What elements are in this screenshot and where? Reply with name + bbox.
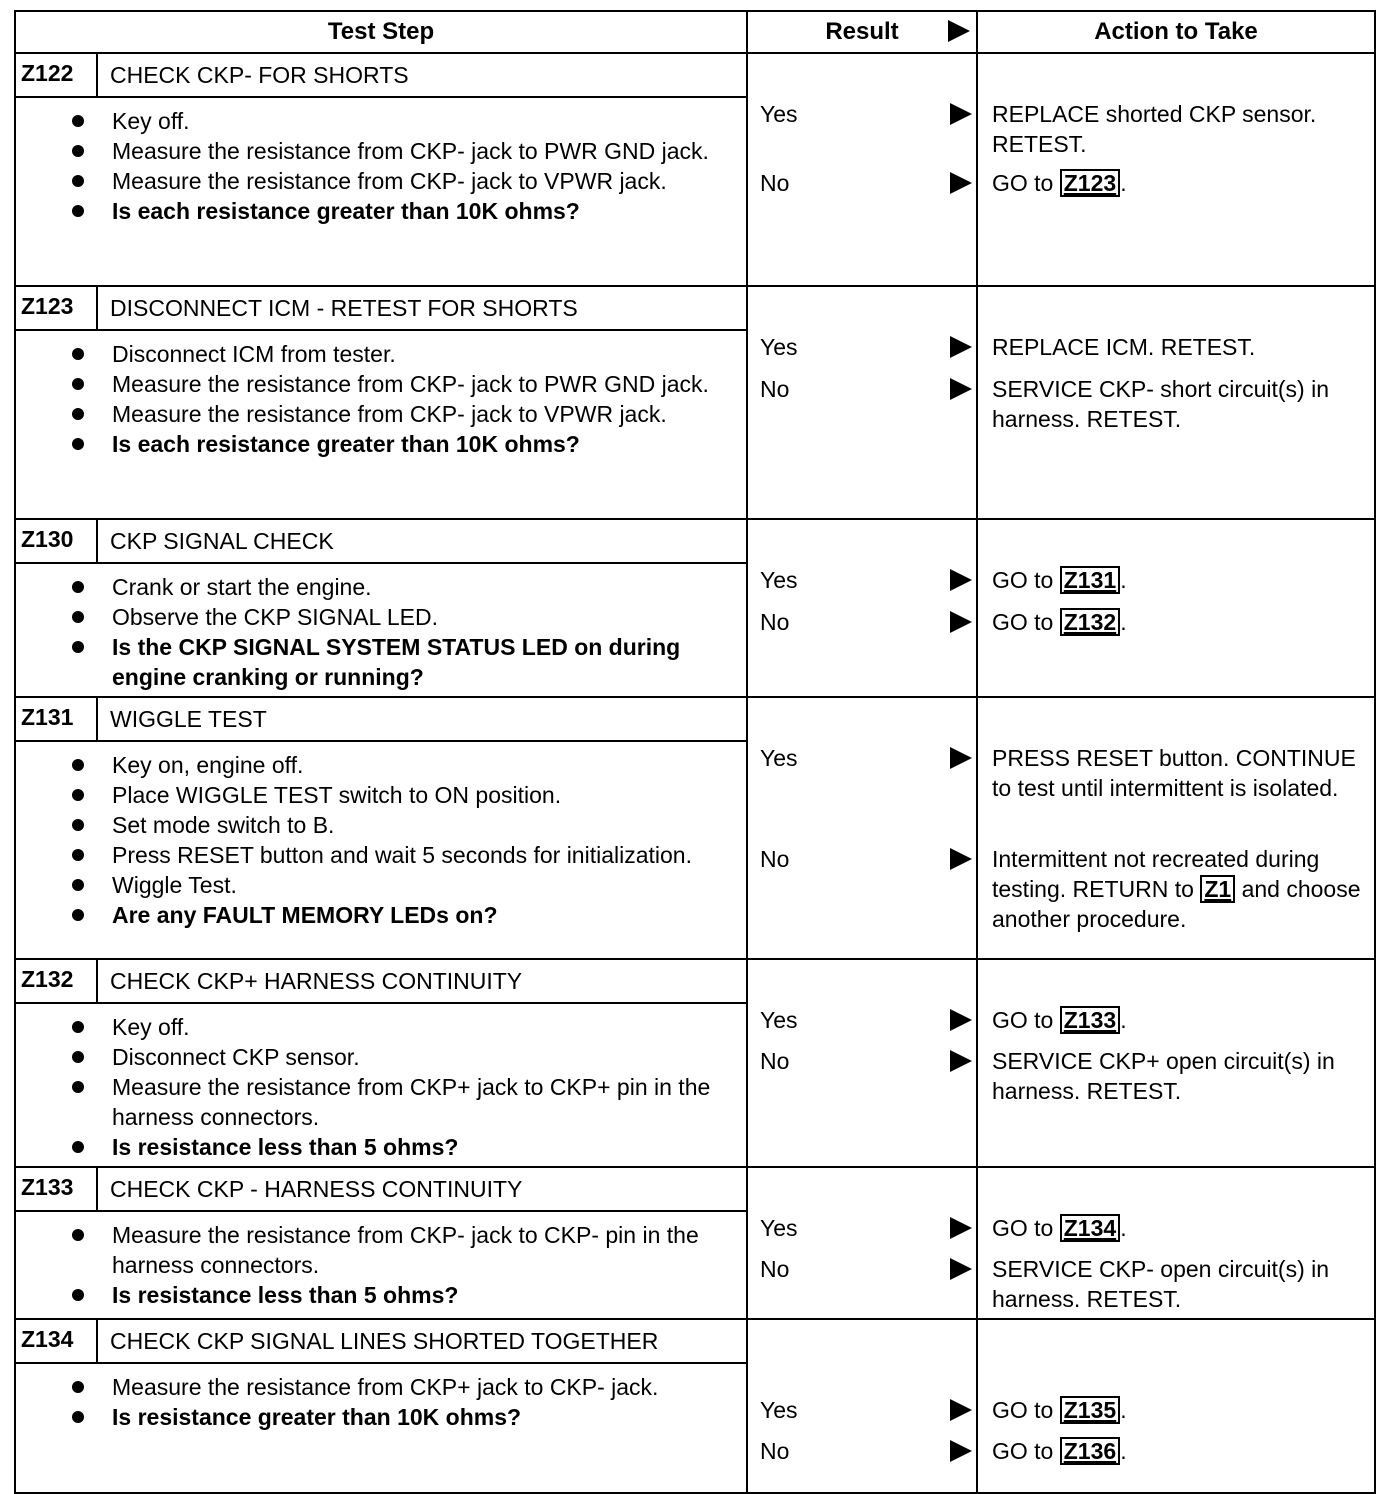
step-id: Z122 [16,54,98,96]
action-suffix: . [1120,1215,1127,1241]
diagnostic-procedure [14,10,1374,1478]
action-suffix: and choose another procedure. [992,876,1361,932]
result-yes [760,743,976,773]
step-row [15,697,1375,959]
instruction-item: Measure the resistance from CKP- jack to CKP- pin in the harness connectors. [112,1220,736,1280]
arrow-right-icon [950,1399,972,1421]
action-text [992,99,1368,159]
test-step-cell [15,286,747,519]
arrow-right-icon [950,611,972,633]
step-title-bar [16,1168,746,1212]
arrow-right-icon [948,20,970,42]
action-cell [977,1167,1375,1319]
action-prefix: GO to [992,1215,1054,1241]
action-content: PRESS RESET button. CONTINUE to test until intermittent is isolated. [992,745,1356,801]
step-title: CHECK CKP+ HARNESS CONTINUITY [110,968,523,994]
action-text [992,1436,1368,1466]
action-text [992,607,1368,637]
test-step-cell [15,1319,747,1493]
step-instructions [16,1004,746,1166]
result-no [760,844,976,874]
step-row [15,1167,1375,1319]
arrow-right-icon [950,747,972,769]
arrow-right-icon [950,378,972,400]
result-no [760,607,976,637]
test-step-cell [15,1167,747,1319]
action-text [992,1254,1368,1314]
procedure-table [14,10,1376,1494]
result-label: Yes [760,567,798,593]
arrow-right-icon [950,103,972,125]
step-instructions [16,564,746,696]
instruction-item: Wiggle Test. [112,870,736,900]
step-id: Z132 [16,960,98,1002]
header-test-step: Test Step [15,11,747,53]
result-no [760,1254,976,1284]
step-question: Is resistance less than 5 ohms? [112,1132,736,1162]
test-step-cell [15,53,747,286]
action-cell [977,1319,1375,1493]
header-action: Action to Take [977,11,1375,53]
step-row [15,519,1375,697]
step-id: Z131 [16,698,98,740]
action-text [992,565,1368,595]
action-cell [977,959,1375,1167]
instruction-item: Measure the resistance from CKP- jack to PWR GND jack. [112,136,736,166]
step-question: Is each resistance greater than 10K ohms? [112,196,736,226]
step-id: Z134 [16,1320,98,1362]
action-prefix: GO to [992,1007,1054,1033]
arrow-right-icon [950,336,972,358]
step-link[interactable]: Z132 [1060,608,1120,636]
result-yes [760,1005,976,1035]
instruction-item: Measure the resistance from CKP+ jack to CKP- jack. [112,1372,736,1402]
action-content: SERVICE CKP+ open circuit(s) in harness. RETEST. [992,1048,1335,1104]
step-instructions [16,98,746,230]
action-content: REPLACE ICM. RETEST. [992,334,1256,360]
step-question: Are any FAULT MEMORY LEDs on? [112,900,736,930]
instruction-item: Measure the resistance from CKP- jack to VPWR jack. [112,166,736,196]
test-step-cell [15,697,747,959]
action-suffix: . [1120,1007,1127,1033]
step-question: Is the CKP SIGNAL SYSTEM STATUS LED on during engine cranking or running? [112,632,736,692]
result-label: Yes [760,101,798,127]
result-label: No [760,1256,790,1282]
action-content: SERVICE CKP- short circuit(s) in harness. RETEST. [992,376,1329,432]
step-link[interactable]: Z135 [1060,1396,1120,1424]
action-prefix: Intermittent not recreated during testing. RETURN to [992,846,1320,902]
action-cell [977,53,1375,286]
result-label: No [760,846,790,872]
step-question: Is resistance greater than 10K ohms? [112,1402,736,1432]
result-label: No [760,170,790,196]
instruction-item: Set mode switch to B. [112,810,736,840]
instruction-item: Disconnect CKP sensor. [112,1042,736,1072]
result-label: Yes [760,1397,798,1423]
instruction-item: Observe the CKP SIGNAL LED. [112,602,736,632]
step-instructions [16,331,746,463]
action-suffix: . [1120,567,1127,593]
result-label: Yes [760,334,798,360]
action-prefix: GO to [992,1397,1054,1423]
result-yes [760,1213,976,1243]
arrow-right-icon [950,1440,972,1462]
result-label: No [760,1048,790,1074]
step-row [15,959,1375,1167]
step-title-bar [16,1320,746,1364]
result-label: Yes [760,1007,798,1033]
instruction-item: Measure the resistance from CKP+ jack to CKP+ pin in the harness connectors. [112,1072,736,1132]
step-instructions [16,1212,746,1314]
result-no [760,374,976,404]
step-title-bar [16,520,746,564]
action-text [992,332,1368,362]
step-question: Is resistance less than 5 ohms? [112,1280,736,1310]
result-label: No [760,609,790,635]
step-title: CKP SIGNAL CHECK [110,528,334,554]
step-title: CHECK CKP - HARNESS CONTINUITY [110,1176,523,1202]
arrow-right-icon [950,1050,972,1072]
arrow-right-icon [950,569,972,591]
step-title: CHECK CKP SIGNAL LINES SHORTED TOGETHER [110,1328,659,1354]
arrow-right-icon [950,172,972,194]
action-cell [977,286,1375,519]
step-link[interactable]: Z1 [1200,875,1235,903]
step-id: Z123 [16,287,98,329]
action-prefix: GO to [992,567,1054,593]
step-row [15,53,1375,286]
instruction-item: Press RESET button and wait 5 seconds for initialization. [112,840,736,870]
header-result-label: Result [825,18,899,45]
step-row [15,286,1375,519]
step-question: Is each resistance greater than 10K ohms? [112,429,736,459]
action-text [992,743,1368,803]
action-text [992,844,1368,934]
step-link[interactable]: Z134 [1060,1214,1120,1242]
action-prefix: GO to [992,170,1054,196]
action-suffix: . [1120,1397,1127,1423]
result-cell [747,697,977,959]
step-title: CHECK CKP- FOR SHORTS [110,62,409,88]
result-cell [747,1167,977,1319]
step-row [15,1319,1375,1493]
action-suffix: . [1120,1438,1127,1464]
step-title: DISCONNECT ICM - RETEST FOR SHORTS [110,295,578,321]
result-label: Yes [760,1215,798,1241]
step-link[interactable]: Z133 [1060,1006,1120,1034]
instruction-item: Key off. [112,1012,736,1042]
result-yes [760,565,976,595]
action-suffix: . [1120,170,1127,196]
step-title: WIGGLE TEST [110,706,267,732]
result-no [760,1436,976,1466]
action-text [992,1213,1368,1243]
action-text [992,1046,1368,1106]
result-cell [747,519,977,697]
result-label: No [760,1438,790,1464]
step-title-bar [16,960,746,1004]
result-cell [747,53,977,286]
result-yes [760,99,976,129]
instruction-item: Measure the resistance from CKP- jack to VPWR jack. [112,399,736,429]
header-row [15,11,1375,53]
arrow-right-icon [950,1217,972,1239]
result-yes [760,1395,976,1425]
step-instructions [16,742,746,934]
action-text [992,168,1368,198]
arrow-right-icon [950,848,972,870]
arrow-right-icon [950,1258,972,1280]
result-cell [747,1319,977,1493]
result-label: Yes [760,745,798,771]
step-title-bar [16,287,746,331]
step-id: Z130 [16,520,98,562]
action-text [992,374,1368,434]
instruction-item: Key off. [112,106,736,136]
result-cell [747,959,977,1167]
step-link[interactable]: Z136 [1060,1437,1120,1465]
step-title-bar [16,698,746,742]
arrow-right-icon [950,1009,972,1031]
result-cell [747,286,977,519]
instruction-item: Key on, engine off. [112,750,736,780]
action-cell [977,697,1375,959]
step-id: Z133 [16,1168,98,1210]
instruction-item: Place WIGGLE TEST switch to ON position. [112,780,736,810]
step-link[interactable]: Z131 [1060,566,1120,594]
action-suffix: . [1120,609,1127,635]
test-step-cell [15,519,747,697]
header-result [747,11,977,53]
instruction-item: Crank or start the engine. [112,572,736,602]
action-content: SERVICE CKP- open circuit(s) in harness. RETEST. [992,1256,1330,1312]
step-title-bar [16,54,746,98]
step-instructions [16,1364,746,1436]
result-label: No [760,376,790,402]
test-step-cell [15,959,747,1167]
action-prefix: GO to [992,1438,1054,1464]
instruction-item: Disconnect ICM from tester. [112,339,736,369]
result-yes [760,332,976,362]
action-text [992,1005,1368,1035]
result-no [760,168,976,198]
instruction-item: Measure the resistance from CKP- jack to PWR GND jack. [112,369,736,399]
step-link[interactable]: Z123 [1060,169,1120,197]
action-text [992,1395,1368,1425]
result-no [760,1046,976,1076]
action-prefix: GO to [992,609,1054,635]
action-content: REPLACE shorted CKP sensor. RETEST. [992,101,1317,157]
action-cell [977,519,1375,697]
